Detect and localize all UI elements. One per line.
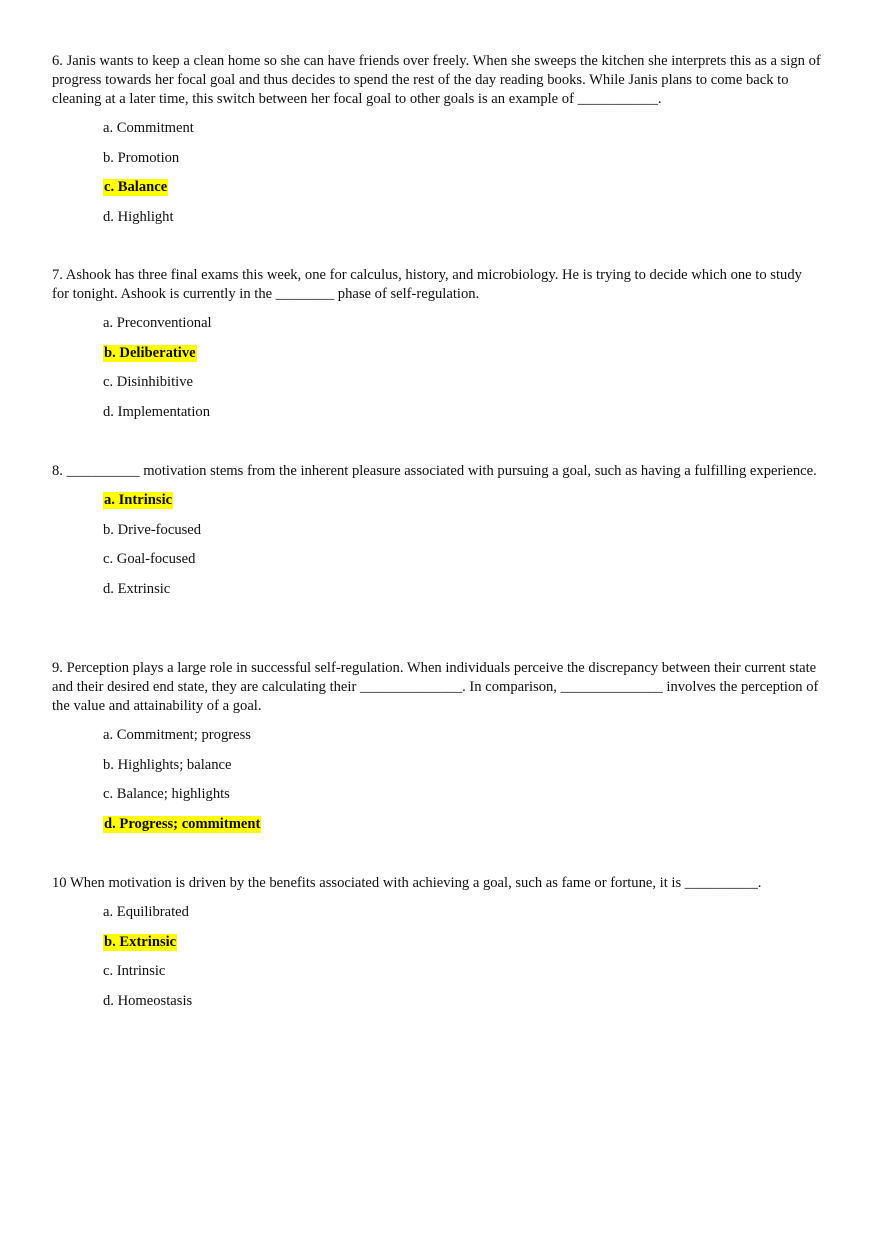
option-text: a. Commitment; progress xyxy=(103,727,251,743)
answer-option xyxy=(52,775,822,805)
answer-option-correct xyxy=(52,481,822,511)
answer-option xyxy=(52,540,822,570)
option-text: d. Homeostasis xyxy=(103,992,193,1009)
answer-options xyxy=(52,481,822,599)
answer-option xyxy=(52,393,822,423)
question-10 xyxy=(52,874,822,1011)
option-text: c. Balance; highlights xyxy=(103,786,230,802)
correct-answer-highlight: b. Extrinsic xyxy=(104,933,177,950)
answer-option xyxy=(52,109,822,139)
option-text: a. Commitment xyxy=(103,120,194,136)
option-text: d. Extrinsic xyxy=(103,580,171,597)
answer-option-correct xyxy=(52,805,822,835)
correct-answer-highlight: a. Intrinsic xyxy=(104,492,173,508)
answer-option xyxy=(52,746,822,776)
answer-options xyxy=(52,716,822,834)
question-stem: 7. Ashook has three final exams this week, one for calculus, history, and microbiology. He is trying to decide which one to study for tonight. Ashook is currently in the ________ phase of self-regulation. xyxy=(52,267,802,302)
option-text: c. Goal-focused xyxy=(103,551,196,567)
correct-answer-highlight: d. Progress; commitment xyxy=(104,815,261,832)
question-stem: 10 When motivation is driven by the benefits associated with achieving a goal, such as fame or fortune, it is __________. xyxy=(52,875,762,891)
option-text: a. Equilibrated xyxy=(103,904,189,920)
answer-option xyxy=(52,363,822,393)
option-text: d. Highlight xyxy=(103,208,174,225)
option-text: b. Drive-focused xyxy=(103,521,202,538)
answer-option xyxy=(52,952,822,982)
correct-answer-highlight: b. Deliberative xyxy=(104,344,196,361)
answer-option xyxy=(52,893,822,923)
question-6 xyxy=(52,52,822,227)
answer-option xyxy=(52,304,822,334)
question-8 xyxy=(52,462,822,599)
question-stem: 6. Janis wants to keep a clean home so she can have friends over freely. When she sweeps the kitchen she interprets this as a sign of progress towards her focal goal and thus decides to spend the rest of the day reading books. While Janis plans to come back to cleaning at a later time, this switch between her focal goal to other goals is an example of ___________. xyxy=(52,53,821,107)
option-text: c. Disinhibitive xyxy=(103,374,193,390)
option-text: b. Highlights; balance xyxy=(103,756,232,773)
option-text: d. Implementation xyxy=(103,403,210,420)
question-7 xyxy=(52,266,822,422)
answer-option xyxy=(52,982,822,1012)
answer-options xyxy=(52,893,822,1011)
answer-option xyxy=(52,139,822,169)
correct-answer-highlight: c. Balance xyxy=(104,179,168,195)
question-stem: 9. Perception plays a large role in successful self-regulation. When individuals perceive the discrepancy between their current state and their desired end state, they are calculating their ______________. In comparison, ______________ involves the perception of the value and attainability of a goal. xyxy=(52,660,819,714)
answer-option-correct xyxy=(52,334,822,364)
answer-options xyxy=(52,304,822,422)
answer-option-correct xyxy=(52,923,822,953)
answer-option xyxy=(52,570,822,600)
answer-option-correct xyxy=(52,168,822,198)
answer-option xyxy=(52,716,822,746)
answer-options xyxy=(52,109,822,227)
answer-option xyxy=(52,198,822,228)
option-text: b. Promotion xyxy=(103,149,180,166)
answer-option xyxy=(52,511,822,541)
question-9 xyxy=(52,659,822,834)
option-text: a. Preconventional xyxy=(103,315,212,331)
option-text: c. Intrinsic xyxy=(103,963,166,979)
question-stem: 8. __________ motivation stems from the inherent pleasure associated with pursuing a goal, such as having a fulfilling experience. xyxy=(52,463,817,479)
